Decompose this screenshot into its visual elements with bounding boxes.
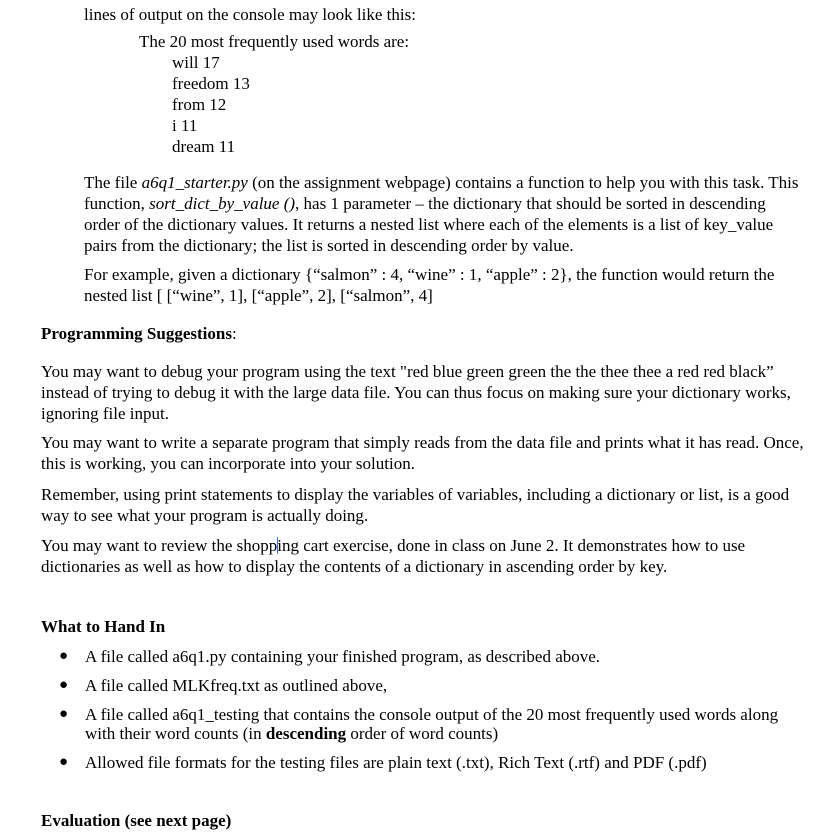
- suggestion-paragraph: You may want to write a separate program that simply reads from the data file and prints what it has read. Once, this is working, you can incorporate into your solution.: [41, 433, 804, 473]
- console-line: will 17: [172, 53, 220, 72]
- starter-paragraph: The file a6q1_starter.py (on the assignment webpage) contains a function to help you with this task. This function, sort_dict_by_value (), has 1 parameter – the dictionary that should be sorted in descending order of the dictionary values. It returns a nested list where each of the elements is a list of key_value pairs from the dictionary; the list is sorted in descending order by value.: [84, 173, 799, 255]
- list-item: ● A file called MLKfreq.txt as outlined above,: [59, 676, 388, 695]
- starter-filename: a6q1_starter.py: [141, 173, 248, 192]
- list-item: ● A file called a6q1.py containing your finished program, as described above.: [59, 647, 601, 666]
- list-item: ● A file called a6q1_testing that contains the console output of the 20 most frequently used words along with their word counts (in descending order of word counts): [59, 705, 779, 743]
- console-line: i 11: [172, 116, 198, 135]
- hand-in-heading: What to Hand In: [41, 617, 166, 636]
- console-output: [139, 31, 409, 157]
- bullet-icon: ●: [59, 648, 69, 664]
- hand-in-list: [59, 647, 809, 782]
- bullet-icon: ●: [59, 677, 69, 693]
- suggestion-paragraph: Remember, using print statements to display the variables of variables, including a dictionary or list, is a good way to see what your program is actually doing.: [41, 485, 790, 525]
- console-lines: [172, 52, 409, 157]
- function-name: sort_dict_by_value (): [149, 194, 296, 213]
- programming-suggestions-heading: Programming Suggestions:: [41, 324, 237, 343]
- intro-line: lines of output on the console may look like this:: [84, 5, 416, 24]
- list-item: ● Allowed file formats for the testing files are plain text (.txt), Rich Text (.rtf) and PDF (.pdf): [59, 753, 707, 772]
- console-heading: The 20 most frequently used words are:: [139, 32, 410, 51]
- suggestion-paragraph: You may want to debug your program using the text "red blue green green the the thee thee a red red black” instead of trying to debug it with the large data file. You can thus focus on making sure your dictionary works, ignoring file input.: [41, 362, 791, 423]
- bullet-icon: ●: [59, 706, 69, 722]
- console-line: dream 11: [172, 137, 236, 156]
- bullet-icon: ●: [59, 754, 69, 770]
- suggestion-paragraph[interactable]: You may want to review the shopping cart exercise, done in class on June 2. It demonstrates how to use dictionaries as well as how to display the contents of a dictionary in ascending order by key.: [41, 536, 746, 576]
- example-paragraph: For example, given a dictionary {“salmon” : 4, “wine” : 1, “apple” : 2}, the function would return the nested list [ [“wine”, 1], [“apple”, 2], [“salmon”, 4]: [84, 265, 775, 305]
- evaluation-heading: Evaluation (see next page): [41, 811, 232, 830]
- console-line: freedom 13: [172, 74, 250, 93]
- console-line: from 12: [172, 95, 227, 114]
